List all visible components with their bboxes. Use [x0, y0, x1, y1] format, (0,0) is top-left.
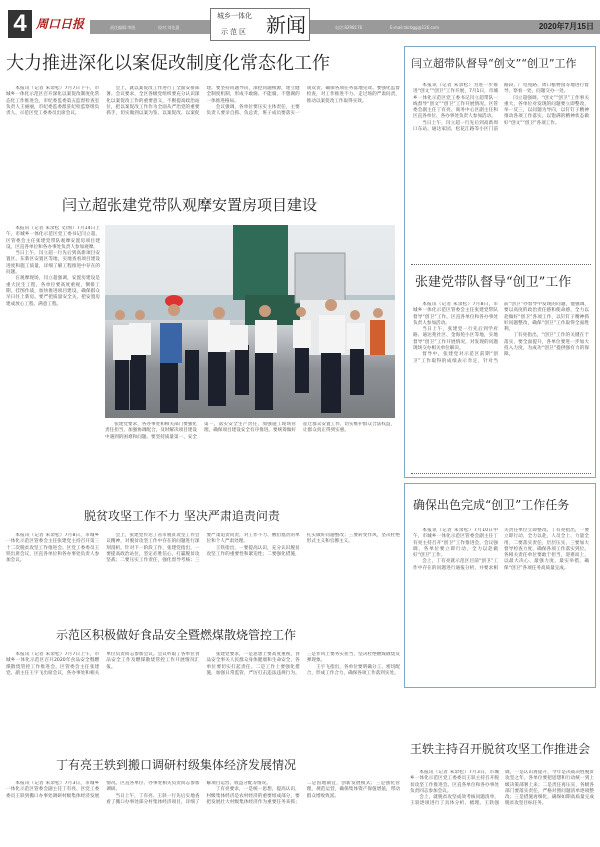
- divider: [411, 264, 591, 265]
- section-sub-2: 示范区: [221, 28, 248, 36]
- paragraph: 丁有亮指出，“创卫”工作的关键在于落实，要全面提升，各单位要进一步加大投入力度，为成功“创卫”提供强有力的保障。: [504, 333, 589, 358]
- sidebar-article-2-body: [413, 302, 589, 470]
- paragraph: 本报讯（记者 朱余松）7月10日中午，市城乡一体化示范区管委会副主任丁有亮主持召开“创卫”工作推进会，会议强调，各单位要立即行动，全力以赴做好“创卫”工作。: [413, 528, 498, 559]
- headline-food-safety: 示范区积极做好食品安全暨燃煤散烧管控工作: [56, 628, 297, 642]
- paragraph: 当日上午，闫立超一行先后到高新项目安置区、东新区安置区等地，实地查看项目建设进度和施工质量，详细了解工程推进中存在的问题。: [6, 251, 100, 276]
- paragraph: 本报讯（记者 朱余松）7月7日上午，市城乡一体化示范区召开2020年食品安全暨燃煤散烧管控工作推进会。区管委会主任张建党、副主任王宇飞出席会议，各办事处和相关单位负责同志参加会议。会议听取了各单位食品安全工作及燃煤散烧管控工作开展情况汇报。: [6, 652, 200, 676]
- article-poverty-body: [6, 533, 400, 603]
- headline-housing: 闫立超张建党带队观摩安置房项目建设: [62, 196, 318, 214]
- email-info: E-mail:zkrbgg@126.com: [390, 25, 440, 30]
- paragraph: 闫立超强调，“创文”“创卫”工作事关重大，各单位对发现的问题要立即整改，举一反三，以问题为导向，以钉钉子精神推动各项工作落实，以饱满的精神状态做好“创文”“创卫”各项工作。: [504, 95, 589, 126]
- paragraph: 本报讯（记者 朱余松）7月8日，市城乡一体化示范区管委会主任张建党带队督导“创卫”工作。区直各单位和各办事处负责人参加活动。: [413, 302, 498, 326]
- headline-sidebar-3: 确保出色完成“创卫”工作任务: [413, 498, 570, 512]
- paragraph: 本报讯（记者 朱余松）为进一步推进“创文”“创卫”工作开展，7月1日，市城乡一体化示范区党工委书记闫立超带队一线督导“创文”“创卫”工作开展情况。区管委会副主任丁有亮、商务中心区副主任和区直各单位、各办事处负责人参加活动。: [413, 83, 498, 120]
- paragraph: 本报讯（记者 朱余松）7月3日，市城乡一体化示范区党工委委员王轶主持召开脱贫攻坚工作推进会。区直各单位和各办事处负责同志参加会议。: [410, 770, 499, 794]
- paragraph: 会上，就脱贫攻坚成效考核问题清单，王轶逐项进行了具体分析、梳理。王轶强调，一是认识再提升，今年是决战决胜脱贫攻坚之年，各单位要把思想和行动统一到上级决策部署上来；二是责任再压实，各级各部门要落实责任，严格对照问题清单逐项整改；三是措施再细化，确保如期高质量完成脱贫攻坚目标任务。: [410, 770, 594, 807]
- paragraph: 当日上午，丁有亮、王轶一行先后实地查看了搬口办事处部分村集体经济项目，详细了解项目运营、收益分配等情况。: [106, 781, 271, 805]
- paragraph: 丁有亮要求，一是统一思想，提高认识，村级集体经济是农村经济的重要组成部分，要把发展壮大村级集体经济作为重要任务来抓；二是因地制宜，创新发展模式；三是强化管理，规范运营，确保集体资产保值增值，带动群众增收致富。: [206, 781, 400, 805]
- sidebar-box-creation: [404, 46, 596, 478]
- paragraph: 本报讯（记者 朱余松）7月3日，市城乡一体化示范区管委会副主任丁有亮、区党工委委员王轶到搬口办事处调研村级集体经济发展情况。区直各单位、办事处相关负责同志参加调研。: [6, 781, 200, 799]
- paragraph: 张建党要求，一是思想上要高度重视，食品安全事关人民群众身体健康和生命安全，各单位要切实扛起责任。二是工作上要强化措施，加强日常监管，严厉打击违法违规行为。三是作风上要务实担当，坚决杜绝燃煤散烧反弹现象。: [206, 652, 400, 676]
- article-village-economy-body: [6, 781, 400, 845]
- issue-date: 2020年7月15日: [538, 22, 594, 31]
- paragraph: 王宇飞指出，各单位要明确分工、密切配合，形成工作合力，确保各项工作落到实处。: [306, 664, 400, 676]
- paragraph: 督导中，张建党对示范区前期“创卫”工作取得的成绩表示肯定，针对当前“创卫”办督导中发现的问题，他强调，要以高度的政治责任感和使命感，全力以赴做好“创卫”各项工作，以钉钉子精神抓好问题整改，确保“创卫”工作取得全面胜利。: [413, 302, 589, 364]
- editor-credit: 责任编辑:李凯: [110, 25, 136, 30]
- article-housing-body-cont: [105, 422, 395, 472]
- headline-sidebar-2: 张建党带队督导“创卫”工作: [415, 275, 572, 290]
- sidebar-article-1-body: [413, 83, 589, 259]
- paragraph: 会上，就以案促改工作进行了全面安排部署。会议要求，全区各级党组织要充分认识深化以案促改工作的重要意义，不断提高政治站位，把以案促改工作作为全面从严治党的重要抓手，切实做到以案为鉴、以案促改、以案促建。要坚持问题导向，深挖问题根源，建立健全制度机制，形成不敢腐、不能腐、不想腐的一体推进格局。: [106, 86, 300, 117]
- headline-main: 大力推进深化以案促改制度化常态化工作: [6, 53, 330, 74]
- section-label-box: [210, 8, 310, 41]
- sidebar-box-health-task: [404, 483, 596, 688]
- headline-sidebar-1: 闫立超带队督导“创文”“创卫”工作: [411, 57, 577, 70]
- construction-site-photo: [105, 225, 395, 418]
- paragraph: 当日上午，张建党一行先后到学府路、通达苑社区、金海苑小区等地，实地督导“创卫”工作开展情况，对发现的问题现场交办相关单位解决。: [413, 327, 498, 352]
- article-food-safety-body: [6, 652, 400, 728]
- paragraph: 在观摩现场，闫立超强调，安置房建设是重大民生工程，各单位要高度重视，倒排工期，挂图作战，加快推进项目建设，确保群众早日住上新房。要严把质量安全关，把安置房建成放心工程、满意工程。: [6, 276, 100, 307]
- paragraph: 当日上午，闫立超一行先后到高新周口东站、通达家园、松花江路等小区门前路段、广电苑路、周口植物园等地进行督导，察看一处，问题交办一处。: [413, 83, 589, 133]
- article-main-body: [6, 86, 400, 182]
- headline-village-economy: 丁有亮王轶到搬口调研村级集体经济发展情况: [56, 758, 297, 772]
- paragraph: 本报讯（记者 朱余松）7月8日，市城乡一体化示范区管委会主任张建党主持召开第三十二次脱贫攻坚工作推进会。区党工委委员王铁出席会议，区直各单位和各办事处负责人参加会议。: [6, 533, 100, 564]
- headline-poverty-accountability: 脱贫攻坚工作不力 坚决严肃追责问责: [84, 509, 280, 523]
- page-number: 4: [8, 10, 32, 38]
- section-sub-1: 城乡一体化: [217, 12, 252, 20]
- paragraph: 王铁指出，一要提高认识，充分认识脱贫攻坚工作的重要性和紧迫性；二要强化措施，扎实做好问题整改；三要转变作风，坚决杜绝形式主义和官僚主义。: [206, 533, 400, 557]
- proof-credit: 校对:刘佳惠: [158, 25, 180, 30]
- section-name: 新闻: [266, 13, 306, 37]
- paragraph: 本报讯（记者 朱余松）7月7日下午，市城乡一体化示范区召开深化以案促改制度化常态化工作推进会。市纪委监委第五监督检查室负责人王丽丽，市纪委监委派驻纪检监察组负责人，示范区党工委委员出席会议。: [6, 86, 100, 117]
- paragraph: 会上，张建党传达了省市脱贫攻坚工作会议精神，对脱贫攻坚工作中存在的问题进行深刻剖析。针对下一阶段工作，张建党指出，一要提高政治站位，坚定必胜信心，打赢脱贫攻坚战；二要压实工作责任，强化督导考核；三要严肃追责问责，对工作不力、敷衍塞责的单位和个人严肃处理。: [106, 533, 300, 564]
- sidebar-article-3-body: [413, 528, 589, 683]
- paragraph: 会上，丁有亮就示范区目前“创卫”工作中存在的问题进行通报分析，并要求相关责任单位立即整改。丁有亮指出，一要立即行动，全力以赴，人员全上、力量全用，二要落实责任，层层压实，三要加大督导检查力度，确保各项工作落实到位。各相关责任单位要敢于担当，迎难而上，以最大决心、最强力度、最实举措，确保“创卫”各项任务高质量完成。: [413, 528, 589, 571]
- article-housing-body: [6, 226, 100, 472]
- phone-info: 电话:8298176: [335, 25, 363, 30]
- sidebar-article-4-body: [410, 770, 594, 846]
- newspaper-logo: 周口日报: [36, 17, 85, 31]
- paragraph: 张建党要求，各办事处和相关部门要强化责任担当，加强协调配合，及时解决项目建设中遇到的困难和问题。要坚持质量第一、安全第一，落实安全生产责任，加强施工现场管理，确保项目建设安全有序推进。要统筹做好征迁群众安置工作，切实维护群众合法权益，让群众真正得到实惠。: [105, 422, 395, 440]
- paragraph: 本报讯（记者 朱余松 文/图）7月14日上午，市城乡一体化示范区党工委书记闫立超，区管委会主任张建党带队观摩安置房项目建设。区直各单位和各办事处负责人参加观摩。: [6, 226, 100, 250]
- headline-sidebar-4: 王轶主持召开脱贫攻坚工作推进会: [410, 742, 591, 756]
- divider: [411, 473, 591, 474]
- paragraph: 会议强调，各单位要压实主体责任，主要负责人要亲自抓、负总责，班子成员要落实一岗双责，确保各项任务落地见效。要强化监督检查，对工作推进不力、走过场的严肃问责，推动以案促改工作取得实效。: [206, 86, 400, 117]
